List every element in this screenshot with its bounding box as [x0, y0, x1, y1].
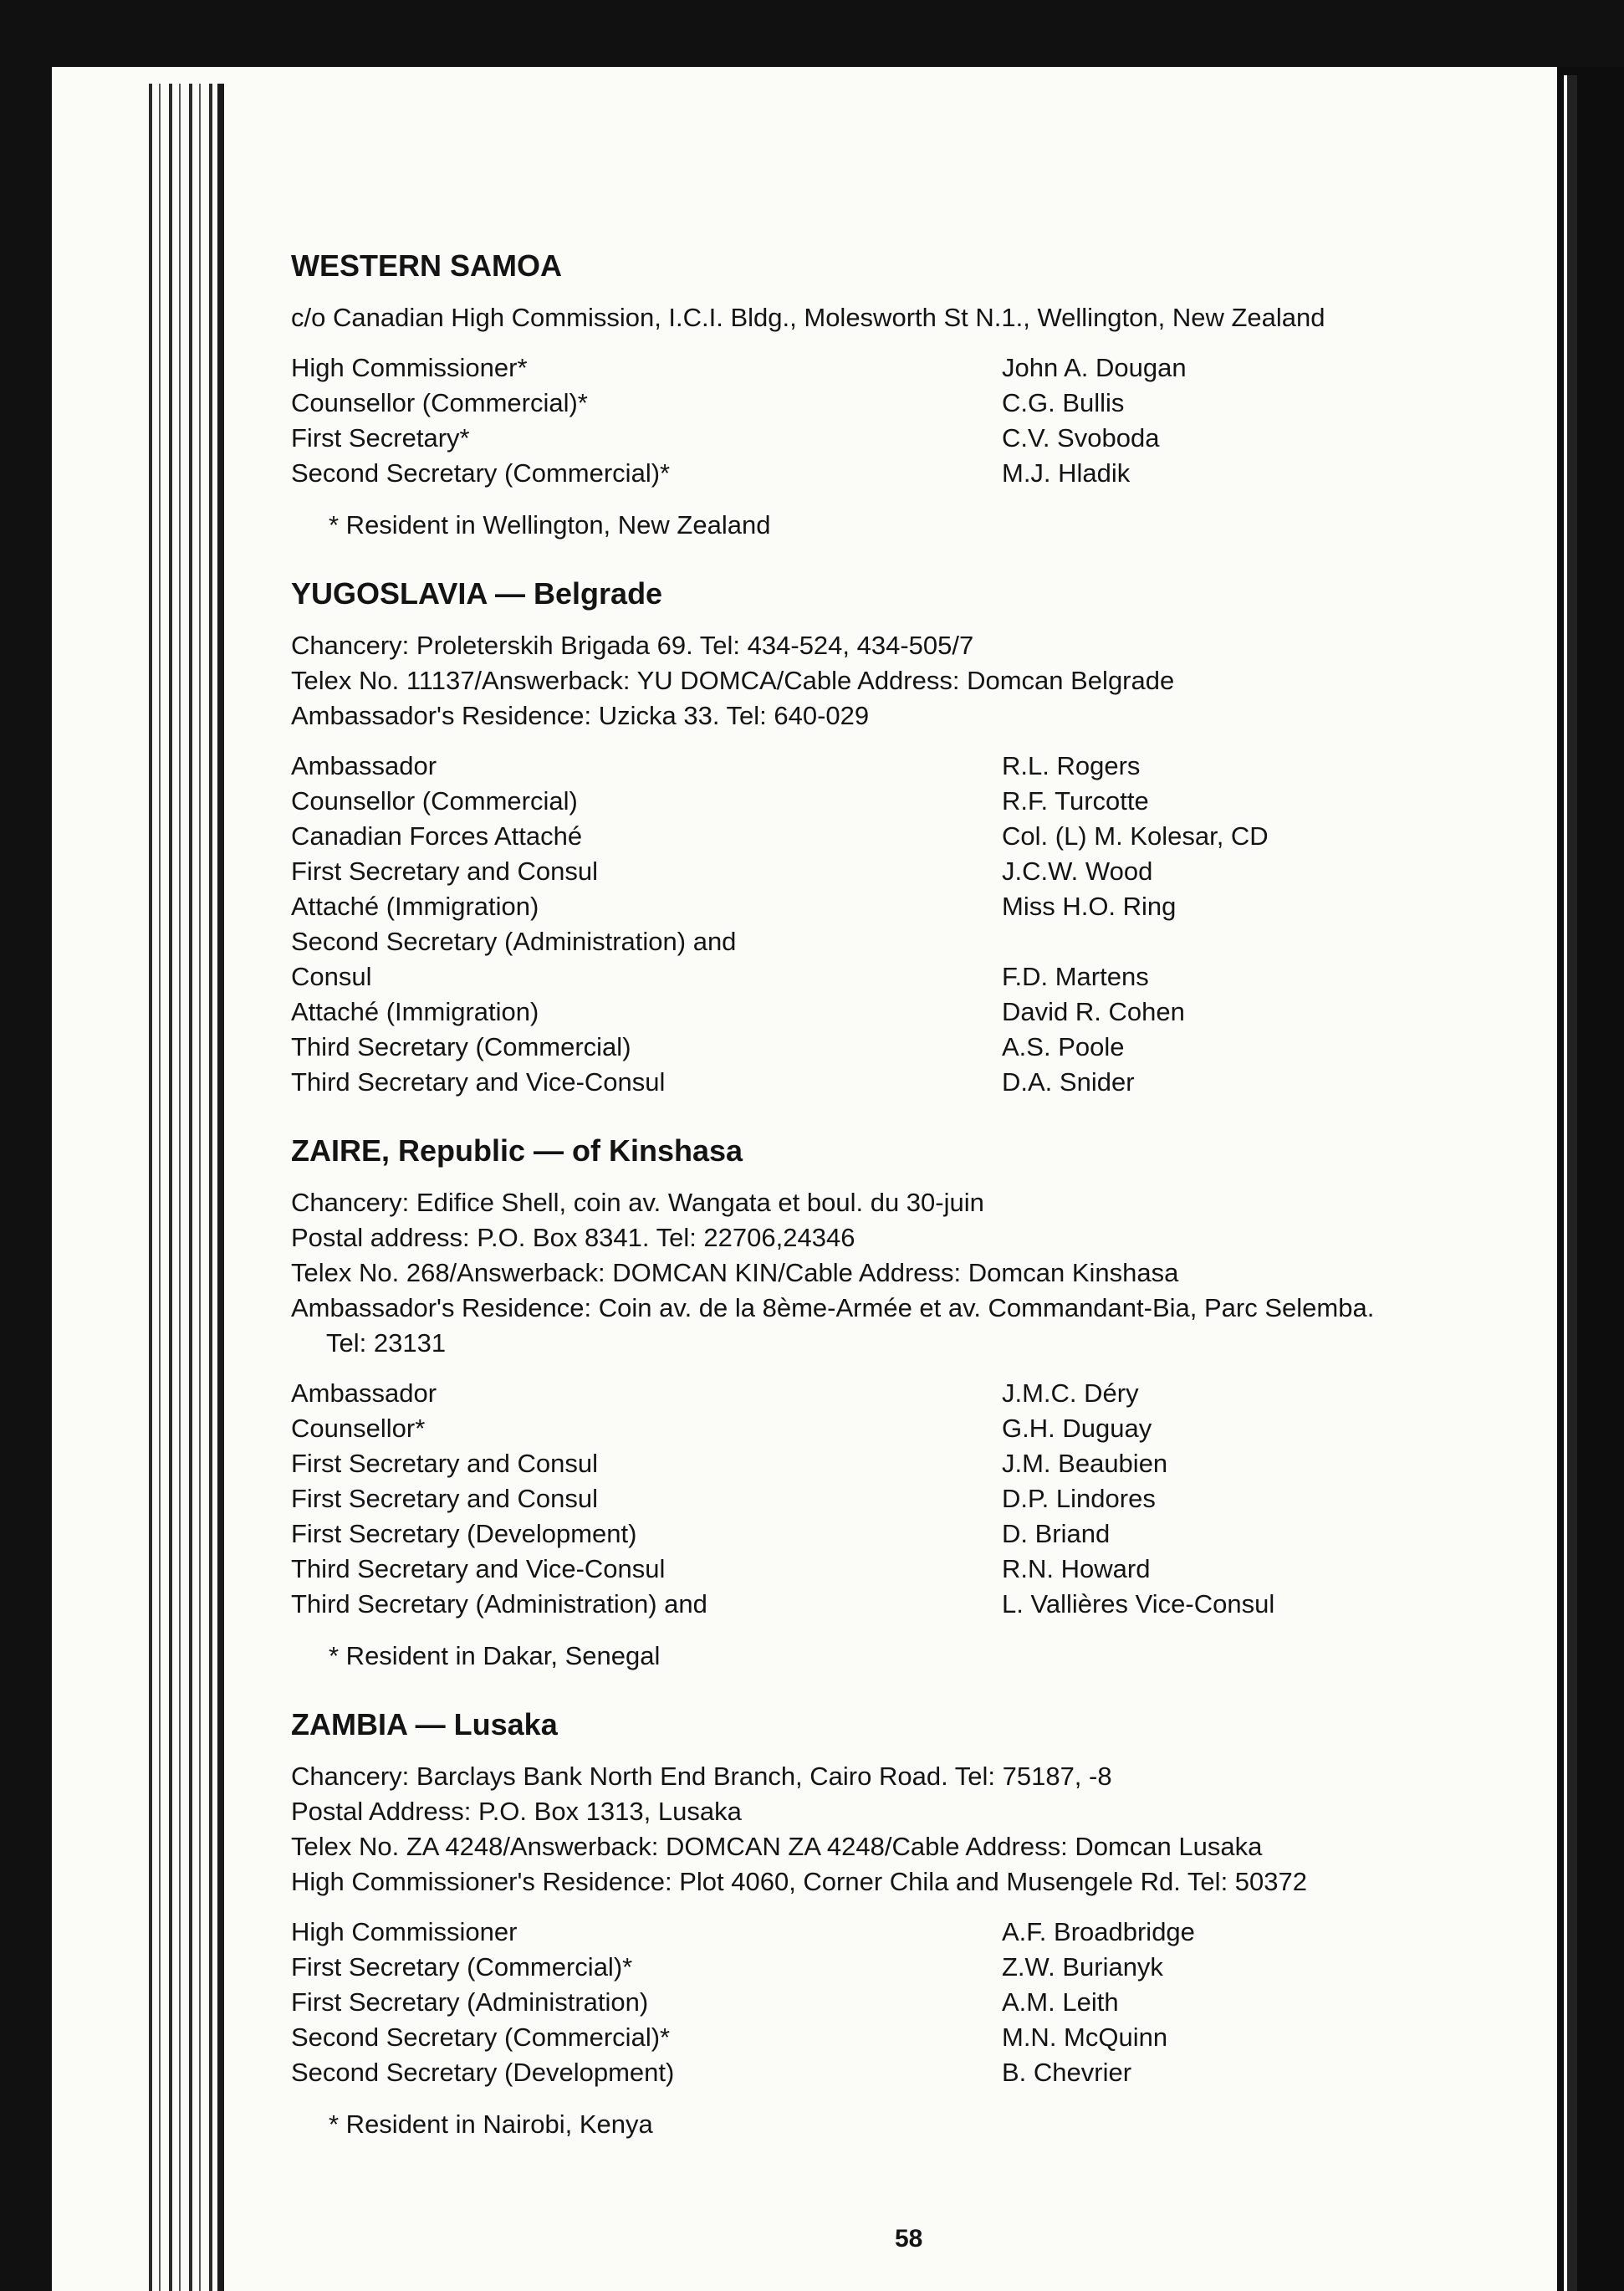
staff-name: F.D. Martens [1002, 962, 1149, 991]
staff-role: Counsellor (Commercial)* [291, 388, 588, 417]
country-heading: WESTERN SAMOA [291, 248, 562, 283]
staff-row [291, 889, 1512, 924]
country-heading: ZAIRE, Republic — of Kinshasa [291, 1133, 743, 1168]
staff-row [291, 1411, 1512, 1446]
address-line: High Commissioner's Residence: Plot 4060, Corner Chila and Musengele Rd. Tel: 50372 [291, 1867, 1307, 1896]
staff-name: J.M. Beaubien [1002, 1449, 1168, 1478]
staff-row [291, 784, 1512, 819]
staff-role: Second Secretary (Development) [291, 2058, 675, 2087]
address-line: Postal Address: P.O. Box 1313, Lusaka [291, 1797, 742, 1826]
staff-row [291, 749, 1512, 784]
embassy-section [291, 1705, 1512, 2142]
embassy-section [291, 575, 1512, 1100]
staff-row [291, 1587, 1512, 1622]
staff-name: M.N. McQuinn [1002, 2023, 1168, 2052]
staff-list [291, 749, 1512, 1100]
staff-name: D.A. Snider [1002, 1067, 1135, 1097]
footnote: * Resident in Dakar, Senegal [329, 1641, 661, 1670]
staff-row [291, 1446, 1512, 1481]
staff-role: Ambassador [291, 751, 437, 780]
staff-row [291, 456, 1512, 491]
staff-role: First Secretary and Consul [291, 857, 598, 886]
directory-content [291, 247, 1512, 2174]
country-heading: YUGOSLAVIA — Belgrade [291, 576, 663, 611]
address-line: Telex No. 268/Answerback: DOMCAN KIN/Cable Address: Domcan Kinshasa [291, 1258, 1179, 1287]
staff-row [291, 2020, 1512, 2055]
staff-row [291, 421, 1512, 456]
staff-name: R.F. Turcotte [1002, 786, 1149, 816]
staff-role: Second Secretary (Administration) and [291, 927, 737, 956]
staff-role: Consul [291, 962, 372, 991]
page-number: 58 [895, 2225, 923, 2253]
staff-name: Z.W. Burianyk [1002, 1952, 1163, 1982]
staff-list [291, 1915, 1512, 2090]
staff-row [291, 819, 1512, 854]
staff-name: Col. (L) M. Kolesar, CD [1002, 821, 1269, 851]
staff-role: Counsellor (Commercial) [291, 786, 578, 816]
staff-row [291, 959, 1512, 995]
staff-name: A.F. Broadbridge [1002, 1917, 1195, 1946]
staff-name: D.P. Lindores [1002, 1484, 1156, 1513]
staff-row [291, 1985, 1512, 2020]
staff-list [291, 350, 1512, 491]
staff-role: Third Secretary (Administration) and [291, 1589, 707, 1619]
staff-role: High Commissioner* [291, 353, 528, 382]
staff-row [291, 350, 1512, 386]
staff-row [291, 1516, 1512, 1552]
staff-name: C.G. Bullis [1002, 388, 1125, 417]
staff-name: A.S. Poole [1002, 1032, 1125, 1061]
staff-role: First Secretary* [291, 423, 470, 453]
staff-role: Counsellor* [291, 1414, 426, 1443]
staff-role: Third Secretary and Vice-Consul [291, 1554, 666, 1583]
staff-name: D. Briand [1002, 1519, 1111, 1548]
embassy-section [291, 247, 1512, 543]
address-line: Ambassador's Residence: Coin av. de la 8ème-Armée et av. Commandant-Bia, Parc Selemba. [291, 1293, 1375, 1322]
footnote: * Resident in Wellington, New Zealand [329, 510, 771, 540]
staff-role: First Secretary (Administration) [291, 1987, 649, 2017]
staff-role: Canadian Forces Attaché [291, 821, 583, 851]
staff-name: Miss H.O. Ring [1002, 892, 1177, 921]
staff-list [291, 1376, 1512, 1622]
staff-role: Second Secretary (Commercial)* [291, 458, 671, 488]
staff-row [291, 386, 1512, 421]
staff-row [291, 1065, 1512, 1100]
staff-name: C.V. Svoboda [1002, 423, 1160, 453]
staff-row [291, 854, 1512, 889]
staff-role: High Commissioner [291, 1917, 518, 1946]
staff-role: First Secretary (Commercial)* [291, 1952, 633, 1982]
address-line: Ambassador's Residence: Uzicka 33. Tel: 640-029 [291, 701, 870, 730]
right-rule [1564, 75, 1577, 2291]
footnote: * Resident in Nairobi, Kenya [329, 2109, 653, 2139]
address-line: Telex No. ZA 4248/Answerback: DOMCAN ZA 4248/Cable Address: Domcan Lusaka [291, 1832, 1263, 1861]
staff-role: Third Secretary (Commercial) [291, 1032, 631, 1061]
staff-name: A.M. Leith [1002, 1987, 1119, 2017]
staff-row [291, 924, 1512, 959]
staff-name: G.H. Duguay [1002, 1414, 1152, 1443]
staff-row [291, 995, 1512, 1030]
address-line: Chancery: Barclays Bank North End Branch, Cairo Road. Tel: 75187, -8 [291, 1762, 1112, 1791]
staff-row [291, 1552, 1512, 1587]
staff-role: Ambassador [291, 1378, 437, 1408]
staff-name: J.C.W. Wood [1002, 857, 1153, 886]
staff-role: First Secretary and Consul [291, 1449, 598, 1478]
staff-row [291, 2055, 1512, 2090]
address-line: Postal address: P.O. Box 8341. Tel: 22706,24346 [291, 1223, 855, 1252]
staff-name: David R. Cohen [1002, 997, 1185, 1026]
staff-row [291, 1030, 1512, 1065]
staff-row [291, 1915, 1512, 1950]
page-binding-edge [140, 84, 224, 2291]
staff-role: Second Secretary (Commercial)* [291, 2023, 671, 2052]
address-line: Tel: 23131 [326, 1328, 447, 1358]
staff-name: M.J. Hladik [1002, 458, 1131, 488]
staff-name: John A. Dougan [1002, 353, 1187, 382]
staff-row [291, 1950, 1512, 1985]
staff-role: First Secretary (Development) [291, 1519, 637, 1548]
staff-row [291, 1376, 1512, 1411]
address-line: c/o Canadian High Commission, I.C.I. Bldg., Molesworth St N.1., Wellington, New Zealand [291, 303, 1325, 332]
staff-role: Attaché (Immigration) [291, 997, 539, 1026]
address-line: Chancery: Proleterskih Brigada 69. Tel: 434-524, 434-505/7 [291, 631, 974, 660]
embassy-section [291, 1132, 1512, 1674]
staff-name: R.N. Howard [1002, 1554, 1151, 1583]
staff-name: B. Chevrier [1002, 2058, 1132, 2087]
staff-name: J.M.C. Déry [1002, 1378, 1139, 1408]
staff-row [291, 1481, 1512, 1516]
staff-name: L. Vallières Vice-Consul [1002, 1589, 1275, 1619]
country-heading: ZAMBIA — Lusaka [291, 1707, 558, 1741]
address-line: Chancery: Edifice Shell, coin av. Wangata et boul. du 30-juin [291, 1188, 984, 1217]
staff-role: Attaché (Immigration) [291, 892, 539, 921]
staff-role: First Secretary and Consul [291, 1484, 598, 1513]
staff-name: R.L. Rogers [1002, 751, 1141, 780]
address-line: Telex No. 11137/Answerback: YU DOMCA/Cable Address: Domcan Belgrade [291, 666, 1175, 695]
staff-role: Third Secretary and Vice-Consul [291, 1067, 666, 1097]
